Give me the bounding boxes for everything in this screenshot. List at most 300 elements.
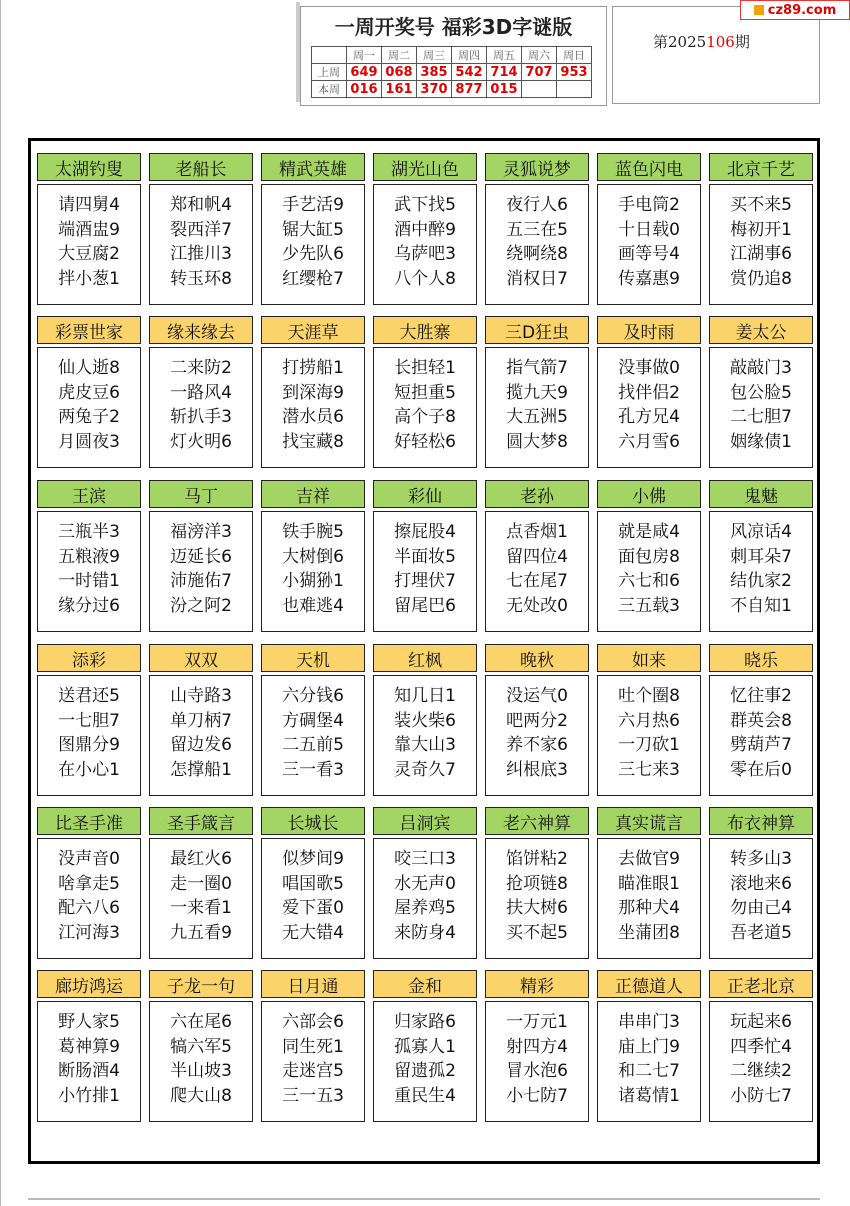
riddle-lines (373, 511, 477, 632)
draw-number (522, 81, 557, 98)
riddle-line: 纠根底3 (506, 759, 568, 780)
riddle-lines (149, 675, 253, 796)
riddle-author: 三D狂虫 (485, 316, 589, 344)
riddle-line: 三五载3 (618, 595, 680, 616)
last-week-row (312, 64, 592, 81)
riddle-lines (597, 838, 701, 959)
riddle-author: 蓝色闪电 (597, 153, 701, 181)
draw-number (557, 81, 592, 98)
riddle-card (597, 970, 701, 1122)
riddle-lines (597, 184, 701, 305)
riddle-author: 长城长 (261, 807, 365, 835)
riddle-line: 江湖事6 (730, 244, 792, 265)
riddle-line: 怎撑船1 (170, 759, 232, 780)
riddle-author: 双双 (149, 644, 253, 672)
riddle-lines (373, 838, 477, 959)
riddle-line: 一刀砍1 (618, 735, 680, 756)
riddle-lines (373, 347, 477, 468)
riddle-line: 馅饼粘2 (506, 849, 568, 869)
riddle-line: 传嘉惠9 (618, 268, 680, 289)
riddle-card (597, 644, 701, 796)
riddle-line: 二五前5 (282, 735, 344, 756)
riddle-card (597, 480, 701, 632)
riddle-card (373, 644, 477, 796)
riddle-line: 滚地来6 (730, 873, 792, 894)
riddle-card (709, 644, 813, 796)
riddle-line: 郑和帆4 (170, 195, 232, 215)
riddle-line: 五粮液9 (58, 546, 120, 567)
riddle-line: 姻缘债1 (730, 431, 792, 452)
issue-panel (612, 6, 820, 104)
riddle-card (485, 480, 589, 632)
riddle-author: 天涯草 (261, 316, 365, 344)
riddle-line: 二继续2 (730, 1061, 792, 1082)
day-header: 周四 (452, 47, 487, 64)
riddle-line: 走迷宫5 (282, 1061, 344, 1082)
riddle-line: 断肠酒4 (58, 1061, 120, 1082)
riddle-line: 勿由己4 (730, 898, 792, 919)
riddle-card (149, 153, 253, 305)
riddle-line: 两兔子2 (58, 407, 120, 428)
riddle-line: 四季忙4 (730, 1036, 792, 1057)
riddle-line: 高个子8 (394, 407, 456, 428)
riddle-author: 太湖钓叟 (37, 153, 141, 181)
riddle-line: 转玉环8 (170, 268, 232, 289)
riddle-line: 啥拿走5 (58, 873, 120, 894)
riddle-card (37, 644, 141, 796)
riddle-author: 小佛 (597, 480, 701, 508)
page-edge (0, 0, 1, 1206)
riddle-line: 无处改0 (506, 595, 568, 616)
riddle-line: 江推川3 (170, 244, 232, 265)
riddle-line: 六在尾6 (170, 1012, 232, 1032)
riddle-line: 和二七7 (618, 1061, 680, 1082)
riddle-line: 爬大山8 (170, 1085, 232, 1106)
riddle-author: 晓乐 (709, 644, 813, 672)
riddle-line: 吧两分2 (506, 710, 568, 731)
riddle-line: 擦屁股4 (394, 522, 456, 542)
riddle-line: 八个人8 (394, 268, 456, 289)
riddle-line: 没事做0 (618, 358, 680, 378)
riddle-line: 装火柴6 (394, 710, 456, 731)
riddle-author: 天机 (261, 644, 365, 672)
riddle-card (37, 970, 141, 1122)
riddle-line: 福滂洋3 (170, 522, 232, 542)
riddle-card (149, 807, 253, 959)
riddle-line: 孔方兄4 (618, 407, 680, 428)
riddle-card (149, 480, 253, 632)
riddle-line: 重民生4 (394, 1085, 456, 1106)
riddle-line: 少先队6 (282, 244, 344, 265)
riddle-line: 敲敲门3 (730, 358, 792, 378)
riddle-card (261, 644, 365, 796)
riddle-lines (709, 675, 813, 796)
riddle-line: 留遗孤2 (394, 1061, 456, 1082)
riddle-lines (261, 184, 365, 305)
riddle-line: 短担重5 (394, 382, 456, 403)
riddle-line: 养不家6 (506, 735, 568, 756)
day-header: 周一 (347, 47, 382, 64)
riddle-card (373, 316, 477, 468)
riddle-author: 灵狐说梦 (485, 153, 589, 181)
riddle-lines (373, 675, 477, 796)
riddle-line: 找宝藏8 (282, 431, 344, 452)
riddle-line: 串串门3 (618, 1012, 680, 1032)
riddle-author: 王滨 (37, 480, 141, 508)
riddle-lines (37, 675, 141, 796)
riddle-lines (261, 511, 365, 632)
riddle-line: 单刀柄7 (170, 710, 232, 731)
riddle-author: 彩票世家 (37, 316, 141, 344)
logo-text: cz89.com (767, 2, 837, 18)
riddle-line: 面包房8 (618, 546, 680, 567)
riddle-line: 找伴侣2 (618, 382, 680, 403)
riddle-line: 二七胆7 (730, 407, 792, 428)
riddle-card (37, 153, 141, 305)
riddle-line: 长担轻1 (394, 358, 456, 378)
riddle-line: 来防身4 (394, 922, 456, 943)
riddle-line: 到深海9 (282, 382, 344, 403)
riddle-card (597, 807, 701, 959)
riddle-line: 劈葫芦7 (730, 735, 792, 756)
riddle-card (709, 970, 813, 1122)
riddle-line: 走一圈0 (170, 873, 232, 894)
riddle-author: 比圣手准 (37, 807, 141, 835)
riddle-line: 一七胆7 (58, 710, 120, 731)
riddle-line: 沛施佑7 (170, 571, 232, 592)
riddle-line: 坐蒲团8 (618, 922, 680, 943)
riddle-line: 大五洲5 (506, 407, 568, 428)
riddle-card (373, 480, 477, 632)
riddle-line: 大豆腐2 (58, 244, 120, 265)
riddle-line: 十日载0 (618, 219, 680, 240)
riddle-line: 方碉堡4 (282, 710, 344, 731)
riddle-card (261, 316, 365, 468)
riddle-line: 大树倒6 (282, 546, 344, 567)
riddle-lines (597, 347, 701, 468)
riddle-line: 爱下蛋0 (282, 898, 344, 919)
riddle-lines (709, 347, 813, 468)
riddle-line: 三一五3 (282, 1085, 344, 1106)
draw-number: 953 (557, 64, 592, 81)
riddle-line: 玩起来6 (730, 1012, 792, 1032)
riddle-line: 犒六军5 (170, 1036, 232, 1057)
riddle-line: 没运气0 (506, 686, 568, 706)
riddle-card (373, 153, 477, 305)
issue-prefix: 第2025 (653, 33, 707, 51)
riddle-author: 姜太公 (709, 316, 813, 344)
weekly-results-panel (300, 6, 607, 106)
riddle-line: 打捞船1 (282, 358, 344, 378)
riddle-lines (37, 1001, 141, 1122)
riddle-author: 红枫 (373, 644, 477, 672)
riddle-line: 转多山3 (730, 849, 792, 869)
riddle-lines (261, 347, 365, 468)
riddle-line: 葛神算9 (58, 1036, 120, 1057)
site-logo[interactable] (740, 0, 850, 20)
riddle-card (485, 644, 589, 796)
riddle-lines (709, 838, 813, 959)
riddle-line: 三一看3 (282, 759, 344, 780)
riddle-line: 小猢狲1 (282, 571, 344, 592)
riddle-line: 铁手腕5 (282, 522, 344, 542)
riddle-card (709, 480, 813, 632)
riddle-line: 冒水泡6 (506, 1061, 568, 1082)
riddle-line: 风凉话4 (730, 522, 792, 542)
riddle-author: 正德道人 (597, 970, 701, 998)
riddle-card (373, 807, 477, 959)
riddle-line: 六部会6 (282, 1012, 344, 1032)
riddle-line: 圆大梦8 (506, 431, 568, 452)
day-header: 周日 (557, 47, 592, 64)
riddle-line: 山寺路3 (170, 686, 232, 706)
riddle-line: 小防七7 (730, 1085, 792, 1106)
riddle-line: 买不来5 (730, 195, 792, 215)
draw-number: 016 (347, 81, 382, 98)
riddle-card (597, 316, 701, 468)
riddle-author: 大胜寨 (373, 316, 477, 344)
riddle-line: 点香烟1 (506, 522, 568, 542)
riddle-author: 子龙一句 (149, 970, 253, 998)
row-label: 上周 (312, 64, 347, 81)
riddle-author: 精武英雄 (261, 153, 365, 181)
riddle-card (261, 480, 365, 632)
riddle-author: 吕洞宾 (373, 807, 477, 835)
riddle-card (261, 153, 365, 305)
riddle-card (261, 970, 365, 1122)
riddle-line: 手艺活9 (282, 195, 344, 215)
riddle-card (373, 970, 477, 1122)
riddle-author: 晚秋 (485, 644, 589, 672)
riddle-line: 留四位4 (506, 546, 568, 567)
riddle-line: 咬三口3 (394, 849, 456, 869)
riddle-card (149, 644, 253, 796)
riddle-line: 好轻松6 (394, 431, 456, 452)
days-header-row (312, 47, 592, 64)
day-header: 周五 (487, 47, 522, 64)
riddle-author: 精彩 (485, 970, 589, 998)
riddle-author: 吉祥 (261, 480, 365, 508)
riddle-lines (597, 675, 701, 796)
riddle-lines (37, 511, 141, 632)
riddle-line: 端酒盅9 (58, 219, 120, 240)
riddle-line: 江河海3 (58, 922, 120, 943)
riddle-line: 九五看9 (170, 922, 232, 943)
riddle-line: 请四舅4 (58, 195, 120, 215)
riddle-author: 彩仙 (373, 480, 477, 508)
riddle-lines (597, 1001, 701, 1122)
draw-number: 385 (417, 64, 452, 81)
draw-number: 542 (452, 64, 487, 81)
page-title: 一周开奖号 福彩3D字谜版 (334, 15, 573, 39)
riddle-lines (373, 1001, 477, 1122)
riddle-line: 留尾巴6 (394, 595, 456, 616)
riddle-card (597, 153, 701, 305)
day-header: 周三 (417, 47, 452, 64)
draw-number: 370 (417, 81, 452, 98)
riddle-line: 灯火明6 (170, 431, 232, 452)
riddle-author: 金和 (373, 970, 477, 998)
riddle-line: 一来看1 (170, 898, 232, 919)
draw-number: 707 (522, 64, 557, 81)
riddle-card (709, 153, 813, 305)
bottom-divider (28, 1198, 820, 1200)
riddle-line: 夜行人6 (506, 195, 568, 215)
row-label: 本周 (312, 81, 347, 98)
riddle-line: 也难逃4 (282, 595, 344, 616)
riddle-lines (597, 511, 701, 632)
riddle-line: 梅初开1 (730, 219, 792, 240)
riddle-card (37, 316, 141, 468)
issue-label (653, 31, 750, 52)
riddle-line: 吾老道5 (730, 922, 792, 943)
draw-number: 161 (382, 81, 417, 98)
riddle-line: 汾之阿2 (170, 595, 232, 616)
riddle-lines (149, 838, 253, 959)
riddle-line: 无大错4 (282, 922, 344, 943)
riddle-author: 老船长 (149, 153, 253, 181)
riddle-line: 靠大山3 (394, 735, 456, 756)
riddle-author: 布衣神算 (709, 807, 813, 835)
riddle-line: 手电筒2 (618, 195, 680, 215)
riddle-line: 二来防2 (170, 358, 232, 378)
riddle-line: 六月热6 (618, 710, 680, 731)
riddle-line: 小竹排1 (58, 1085, 120, 1106)
riddle-line: 缘分过6 (58, 595, 120, 616)
riddle-line: 野人家5 (58, 1012, 120, 1032)
riddle-lines (37, 838, 141, 959)
riddle-line: 就是咸4 (618, 522, 680, 542)
corner-cell (312, 47, 347, 64)
riddle-card (149, 316, 253, 468)
riddle-line: 赏仍追8 (730, 268, 792, 289)
riddle-card (485, 807, 589, 959)
riddle-card (37, 807, 141, 959)
riddle-line: 没声音0 (58, 849, 120, 869)
riddle-card (485, 316, 589, 468)
draw-number: 714 (487, 64, 522, 81)
riddle-line: 买不起5 (506, 922, 568, 943)
riddle-line: 五三在5 (506, 219, 568, 240)
riddle-line: 六月雪6 (618, 431, 680, 452)
riddle-lines (149, 511, 253, 632)
riddle-line: 抢项链8 (506, 873, 568, 894)
riddle-line: 似梦间9 (282, 849, 344, 869)
riddle-line: 绕啊绕8 (506, 244, 568, 265)
draw-number: 015 (487, 81, 522, 98)
riddle-author: 缘来缘去 (149, 316, 253, 344)
riddle-line: 去做官9 (618, 849, 680, 869)
riddle-line: 裂西洋7 (170, 219, 232, 240)
riddle-lines (709, 1001, 813, 1122)
riddle-line: 七在尾7 (506, 571, 568, 592)
riddle-line: 三七来3 (618, 759, 680, 780)
riddle-author: 鬼魅 (709, 480, 813, 508)
riddle-line: 留边发6 (170, 735, 232, 756)
riddle-line: 潜水员6 (282, 407, 344, 428)
riddle-line: 小七防7 (506, 1085, 568, 1106)
riddle-author: 如来 (597, 644, 701, 672)
riddle-lines (485, 511, 589, 632)
this-week-row (312, 81, 592, 98)
day-header: 周六 (522, 47, 557, 64)
riddle-lines (485, 838, 589, 959)
riddle-lines (373, 184, 477, 305)
riddle-line: 忆往事2 (730, 686, 792, 706)
riddle-line: 半山坡3 (170, 1061, 232, 1082)
riddle-lines (261, 838, 365, 959)
riddle-author: 圣手箴言 (149, 807, 253, 835)
riddle-line: 指气箭7 (506, 358, 568, 378)
riddle-line: 六分钱6 (282, 686, 344, 706)
riddle-lines (709, 511, 813, 632)
riddle-lines (261, 1001, 365, 1122)
riddle-lines (149, 1001, 253, 1122)
riddle-line: 乌萨吧3 (394, 244, 456, 265)
riddle-line: 灵奇久7 (394, 759, 456, 780)
riddle-line: 瞄准眼1 (618, 873, 680, 894)
riddle-line: 半面妆5 (394, 546, 456, 567)
riddle-line: 庙上门9 (618, 1036, 680, 1057)
riddle-line: 群英会8 (730, 710, 792, 731)
riddle-line: 配六八6 (58, 898, 120, 919)
riddle-line: 孤寡人1 (394, 1036, 456, 1057)
riddle-card (37, 480, 141, 632)
riddle-card (485, 153, 589, 305)
riddle-author: 日月通 (261, 970, 365, 998)
riddle-line: 武下找5 (394, 195, 456, 215)
draw-results-table (311, 46, 592, 98)
riddle-line: 吐个圈8 (618, 686, 680, 706)
riddle-line: 零在后0 (730, 759, 792, 780)
riddle-author: 北京千艺 (709, 153, 813, 181)
riddle-line: 一万元1 (506, 1012, 568, 1032)
riddle-card (709, 807, 813, 959)
riddle-line: 打埋伏7 (394, 571, 456, 592)
riddle-line: 送君还5 (58, 686, 120, 706)
riddle-line: 虎皮豆6 (58, 382, 120, 403)
riddle-author: 老六神算 (485, 807, 589, 835)
riddle-line: 包公脸5 (730, 382, 792, 403)
issue-number: 106 (706, 33, 735, 51)
riddle-card (485, 970, 589, 1122)
riddle-lines (37, 184, 141, 305)
riddle-author: 添彩 (37, 644, 141, 672)
draw-number: 068 (382, 64, 417, 81)
riddle-line: 刺耳朵7 (730, 546, 792, 567)
riddle-lines (485, 1001, 589, 1122)
riddle-line: 酒中醉9 (394, 219, 456, 240)
riddle-author: 廊坊鸿运 (37, 970, 141, 998)
riddle-author: 真实谎言 (597, 807, 701, 835)
riddle-lines (709, 184, 813, 305)
riddle-author: 及时雨 (597, 316, 701, 344)
riddle-line: 唱国歌5 (282, 873, 344, 894)
riddle-card (149, 970, 253, 1122)
riddle-lines (485, 347, 589, 468)
riddle-line: 归家路6 (394, 1012, 456, 1032)
riddle-lines (37, 347, 141, 468)
riddle-line: 迈延长6 (170, 546, 232, 567)
riddle-line: 知几日1 (394, 686, 456, 706)
riddle-line: 月圆夜3 (58, 431, 120, 452)
riddle-line: 图鼎分9 (58, 735, 120, 756)
riddle-line: 斩扒手3 (170, 407, 232, 428)
draw-number: 877 (452, 81, 487, 98)
riddle-line: 揽九天9 (506, 382, 568, 403)
riddle-card (709, 316, 813, 468)
riddle-line: 拌小葱1 (58, 268, 120, 289)
